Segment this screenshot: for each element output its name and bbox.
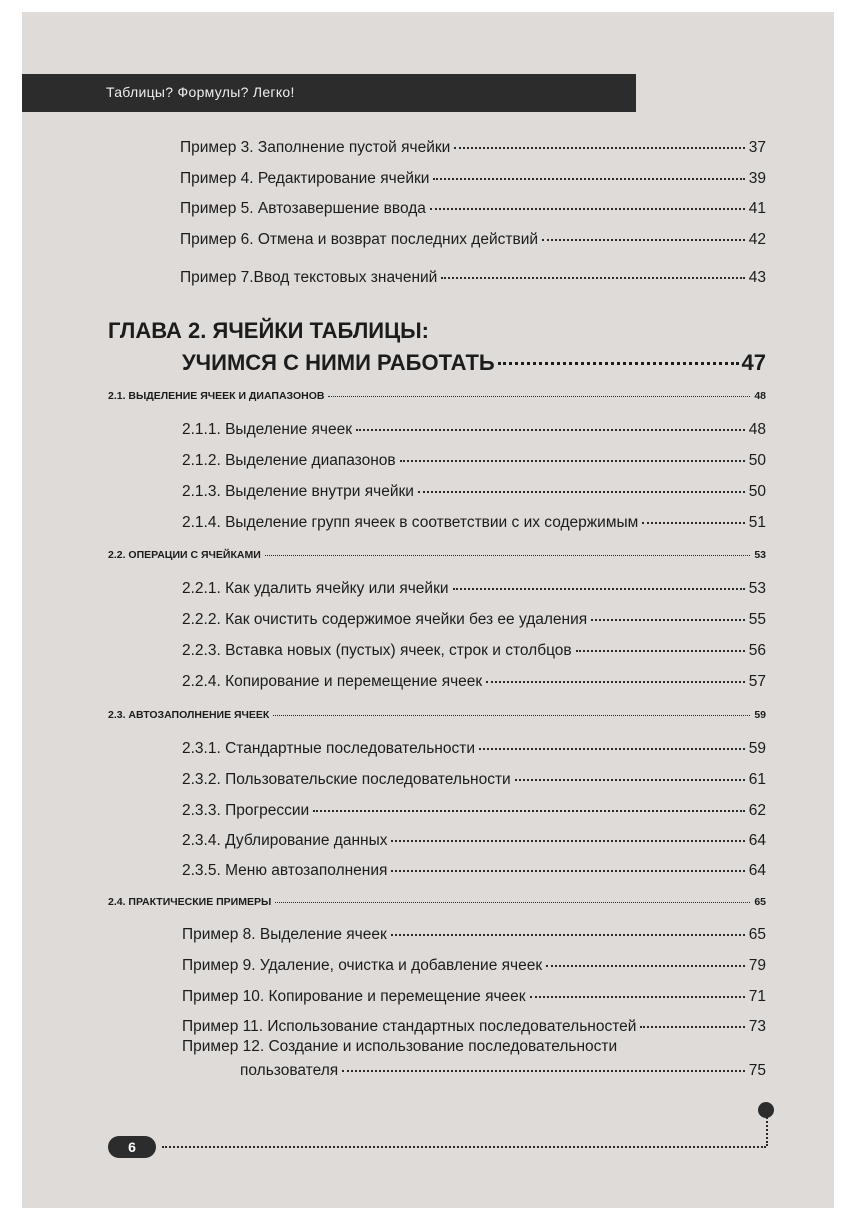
toc-entry-label: Пример 11. Использование стандартных последовательностей: [182, 1018, 637, 1035]
toc-section[interactable]: [108, 549, 766, 561]
toc-entry-page: 61: [748, 771, 766, 788]
toc-entry[interactable]: [182, 514, 766, 532]
toc-section-label: 2.4. ПРАКТИЧЕСКИЕ ПРИМЕРЫ: [108, 896, 272, 908]
dot-leader: [530, 996, 745, 998]
toc-entry-page: 57: [748, 673, 766, 690]
toc-entry[interactable]: [182, 771, 766, 789]
toc-section-label: 2.2. ОПЕРАЦИИ С ЯЧЕЙКАМИ: [108, 549, 261, 561]
dot-leader: [400, 460, 745, 462]
toc-entry-label: Пример 10. Копирование и перемещение ячеек: [182, 988, 526, 1005]
dot-leader: [391, 934, 745, 936]
toc-entry-label: 2.1.3. Выделение внутри ячейки: [182, 483, 414, 500]
dot-leader: [454, 147, 744, 149]
toc-entry-label: Пример 4. Редактирование ячейки: [180, 170, 430, 187]
toc-entry[interactable]: [182, 611, 766, 629]
toc-entry-label: Пример 9. Удаление, очистка и добавление ячеек: [182, 957, 543, 974]
dot-leader: [430, 208, 745, 210]
toc-entry-page: 43: [748, 269, 766, 286]
toc-entry-page: 56: [748, 642, 766, 659]
toc-entry-page: 53: [748, 580, 766, 597]
dot-leader: [356, 429, 745, 431]
toc-section[interactable]: [108, 390, 766, 402]
toc-entry-label: 2.2.2. Как очистить содержимое ячейки без ее удаления: [182, 611, 588, 628]
dot-leader: [313, 810, 745, 812]
toc-entry[interactable]: [180, 200, 766, 218]
toc-entry-page: 64: [748, 862, 766, 879]
toc-entry-label: 2.1.1. Выделение ячеек: [182, 421, 353, 438]
toc-entry[interactable]: [180, 269, 766, 287]
dot-leader: [275, 902, 750, 903]
toc-entry-label: 2.3.3. Прогрессии: [182, 802, 310, 819]
footer-dotted-vertical: [766, 1114, 768, 1146]
toc-entry-label: 2.1.2. Выделение диапазонов: [182, 452, 396, 469]
toc-entry-label: 2.1.4. Выделение групп ячеек в соответствии с их содержимым: [182, 514, 639, 531]
toc-entry[interactable]: [182, 673, 766, 691]
toc-section-page: 53: [754, 549, 766, 561]
dot-leader: [328, 396, 750, 397]
toc-entry-page: 73: [748, 1018, 766, 1035]
dot-leader: [441, 277, 744, 279]
toc-entry-label: 2.2.4. Копирование и перемещение ячеек: [182, 673, 483, 690]
toc-entry[interactable]: [240, 1062, 766, 1080]
toc-entry-page: 59: [748, 740, 766, 757]
toc-entry-label: 2.2.1. Как удалить ячейку или ячейки: [182, 580, 449, 597]
dot-leader: [546, 965, 745, 967]
toc-entry[interactable]: [180, 170, 766, 188]
toc-entry[interactable]: [182, 957, 766, 975]
toc-entry-page: 65: [748, 926, 766, 943]
book-page: [22, 12, 834, 1208]
toc-section[interactable]: [108, 896, 766, 908]
toc-entry[interactable]: [182, 926, 766, 944]
page-number-badge: 6: [108, 1136, 156, 1158]
toc-entry[interactable]: [180, 231, 766, 249]
dot-leader: [542, 239, 745, 241]
toc-entry[interactable]: [182, 988, 766, 1006]
dot-leader: [418, 491, 745, 493]
toc-section-label: 2.1. ВЫДЕЛЕНИЕ ЯЧЕЕК И ДИАПАЗОНОВ: [108, 390, 325, 402]
toc-entry-label-line1[interactable]: Пример 12. Создание и использование последовательности: [182, 1038, 618, 1055]
dot-leader: [498, 362, 739, 365]
dot-leader: [515, 779, 745, 781]
toc-entry-label: Пример 6. Отмена и возврат последних действий: [180, 231, 539, 248]
toc-entry[interactable]: [182, 802, 766, 820]
toc-entry[interactable]: [182, 1018, 766, 1036]
toc-entry-page: 50: [748, 483, 766, 500]
toc-entry-label: Пример 7.Ввод текстовых значений: [180, 269, 438, 286]
chapter-title-line2: УЧИМСЯ С НИМИ РАБОТАТЬ: [182, 350, 495, 375]
toc-entry[interactable]: [182, 832, 766, 850]
dot-leader: [391, 870, 744, 872]
toc-entry-label: 2.3.4. Дублирование данных: [182, 832, 388, 849]
toc-entry-page: 64: [748, 832, 766, 849]
toc-entry[interactable]: [182, 580, 766, 598]
toc-entry-label: 2.3.5. Меню автозаполнения: [182, 862, 388, 879]
toc-entry[interactable]: [182, 642, 766, 660]
toc-entry-label: 2.3.1. Стандартные последовательности: [182, 740, 475, 757]
toc-entry-page: 48: [748, 421, 766, 438]
toc-entry-page: 79: [748, 957, 766, 974]
toc-section-page: 65: [754, 896, 766, 908]
dot-leader: [591, 619, 745, 621]
dot-leader: [640, 1026, 744, 1028]
dot-leader: [576, 650, 745, 652]
toc-section[interactable]: [108, 709, 766, 721]
running-header-title: Таблицы? Формулы? Легко!: [106, 84, 295, 100]
dot-leader: [391, 840, 744, 842]
toc-entry-page: 51: [748, 514, 766, 531]
chapter-title-entry[interactable]: [182, 350, 766, 376]
dot-leader: [479, 748, 745, 750]
dot-leader: [265, 555, 751, 556]
toc-section-page: 48: [754, 390, 766, 402]
toc-section-page: 59: [754, 709, 766, 721]
toc-entry-page: 42: [748, 231, 766, 248]
dot-leader: [273, 715, 750, 716]
dot-leader: [453, 588, 745, 590]
toc-entry-page: 62: [748, 802, 766, 819]
dot-leader: [342, 1070, 745, 1072]
toc-entry-label: Пример 3. Заполнение пустой ячейки: [180, 139, 451, 156]
toc-entry[interactable]: [182, 421, 766, 439]
chapter-title-line1[interactable]: ГЛАВА 2. ЯЧЕЙКИ ТАБЛИЦЫ:: [108, 318, 429, 343]
toc-entry-page: 41: [748, 200, 766, 217]
toc-entry-label-line2: пользователя: [240, 1062, 339, 1079]
toc-entry[interactable]: [182, 862, 766, 880]
footer-dotted-line: [162, 1146, 766, 1148]
dot-leader: [642, 522, 744, 524]
toc-entry-page: 50: [748, 452, 766, 469]
toc-entry-label: 2.2.3. Вставка новых (пустых) ячеек, строк и столбцов: [182, 642, 572, 659]
toc-entry-label: Пример 8. Выделение ячеек: [182, 926, 387, 943]
toc-entry-page: 55: [748, 611, 766, 628]
toc-entry-page: 75: [748, 1062, 766, 1079]
toc-entry[interactable]: [182, 483, 766, 501]
toc-entry-page: 37: [748, 139, 766, 156]
toc-entry[interactable]: [182, 740, 766, 758]
toc-entry[interactable]: [180, 139, 766, 157]
toc-entry-label: 2.3.2. Пользовательские последовательности: [182, 771, 511, 788]
toc-section-label: 2.3. АВТОЗАПОЛНЕНИЕ ЯЧЕЕК: [108, 709, 270, 721]
dot-leader: [486, 681, 745, 683]
toc-entry[interactable]: [182, 452, 766, 470]
toc-entry-page: 71: [748, 988, 766, 1005]
toc-entry-page: 39: [748, 170, 766, 187]
toc-entry-label: Пример 5. Автозавершение ввода: [180, 200, 426, 217]
chapter-page: 47: [741, 350, 766, 375]
dot-leader: [433, 178, 744, 180]
